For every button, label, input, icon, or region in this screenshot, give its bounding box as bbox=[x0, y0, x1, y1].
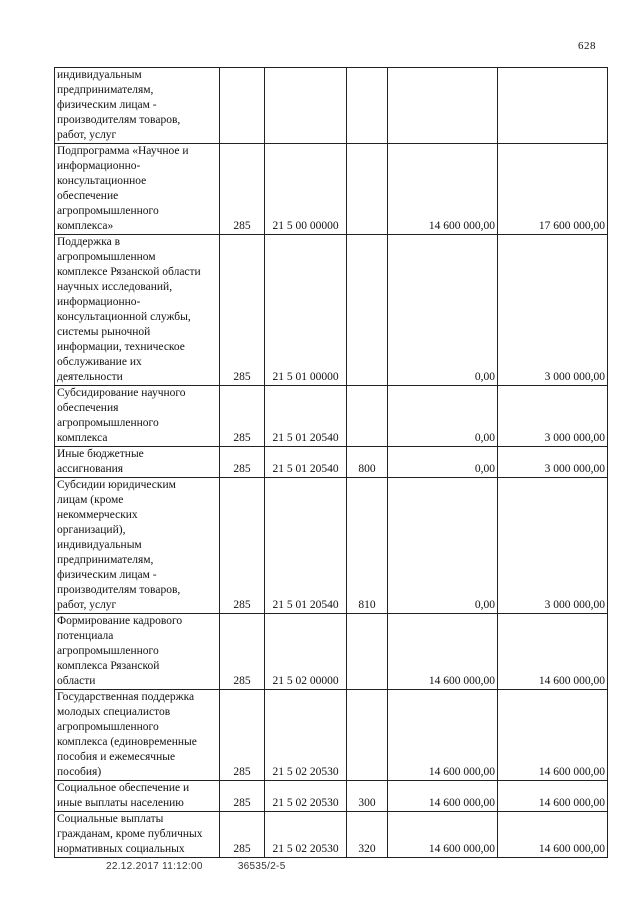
row-vr-cell bbox=[347, 386, 388, 447]
table-row bbox=[55, 812, 608, 858]
table-row bbox=[55, 614, 608, 690]
row-grbs-cell: 285 bbox=[220, 781, 265, 812]
row-sum-first-cell: 0,00 bbox=[388, 386, 498, 447]
row-name-cell: Подпрограмма «Научное и информационно- консультационное обеспечение агропромышленного комплекса» bbox=[55, 144, 220, 235]
table-row bbox=[55, 386, 608, 447]
row-sum-first-cell: 14 600 000,00 bbox=[388, 614, 498, 690]
footer-doc-id: 36535/2-5 bbox=[237, 861, 286, 872]
row-vr-cell bbox=[347, 235, 388, 386]
table-row bbox=[55, 690, 608, 781]
row-sum-second-cell: 3 000 000,00 bbox=[498, 386, 608, 447]
row-sum-second-cell: 14 600 000,00 bbox=[498, 614, 608, 690]
row-grbs-cell: 285 bbox=[220, 447, 265, 478]
row-csr-cell bbox=[265, 68, 347, 144]
row-grbs-cell bbox=[220, 68, 265, 144]
row-csr-cell: 21 5 01 20540 bbox=[265, 478, 347, 614]
row-sum-first-cell: 14 600 000,00 bbox=[388, 690, 498, 781]
row-grbs-cell: 285 bbox=[220, 386, 265, 447]
row-grbs-cell: 285 bbox=[220, 690, 265, 781]
footer-timestamp: 22.12.2017 11:12:00 bbox=[106, 861, 203, 872]
row-csr-cell: 21 5 02 00000 bbox=[265, 614, 347, 690]
row-csr-cell: 21 5 01 00000 bbox=[265, 235, 347, 386]
row-sum-first-cell: 14 600 000,00 bbox=[388, 812, 498, 858]
row-csr-cell: 21 5 00 00000 bbox=[265, 144, 347, 235]
row-sum-first-cell: 14 600 000,00 bbox=[388, 144, 498, 235]
row-vr-cell bbox=[347, 690, 388, 781]
row-name-cell: Государственная поддержка молодых специалистов агропромышленного комплекса (единовременные пособия и ежемесячные пособия) bbox=[55, 690, 220, 781]
budget-table-body bbox=[55, 68, 608, 858]
row-sum-first-cell: 14 600 000,00 bbox=[388, 781, 498, 812]
row-sum-second-cell: 14 600 000,00 bbox=[498, 690, 608, 781]
page-footer bbox=[106, 861, 318, 872]
budget-table bbox=[54, 67, 608, 858]
row-name-cell: Формирование кадрового потенциала агропромышленного комплекса Рязанской области bbox=[55, 614, 220, 690]
row-vr-cell: 810 bbox=[347, 478, 388, 614]
table-row bbox=[55, 144, 608, 235]
row-vr-cell: 300 bbox=[347, 781, 388, 812]
row-sum-second-cell: 3 000 000,00 bbox=[498, 447, 608, 478]
row-grbs-cell: 285 bbox=[220, 614, 265, 690]
table-row bbox=[55, 68, 608, 144]
row-name-cell: Субсидирование научного обеспечения агропромышленного комплекса bbox=[55, 386, 220, 447]
row-sum-second-cell: 3 000 000,00 bbox=[498, 478, 608, 614]
row-name-cell: индивидуальным предпринимателям, физическим лицам - производителям товаров, работ, услуг bbox=[55, 68, 220, 144]
row-vr-cell bbox=[347, 68, 388, 144]
row-csr-cell: 21 5 02 20530 bbox=[265, 812, 347, 858]
row-sum-second-cell bbox=[498, 68, 608, 144]
table-row bbox=[55, 781, 608, 812]
row-sum-first-cell: 0,00 bbox=[388, 478, 498, 614]
row-sum-second-cell: 14 600 000,00 bbox=[498, 812, 608, 858]
row-name-cell: Иные бюджетные ассигнования bbox=[55, 447, 220, 478]
row-vr-cell bbox=[347, 614, 388, 690]
row-grbs-cell: 285 bbox=[220, 235, 265, 386]
row-vr-cell bbox=[347, 144, 388, 235]
row-csr-cell: 21 5 02 20530 bbox=[265, 781, 347, 812]
row-sum-second-cell: 17 600 000,00 bbox=[498, 144, 608, 235]
row-name-cell: Социальное обеспечение и иные выплаты населению bbox=[55, 781, 220, 812]
row-sum-first-cell: 0,00 bbox=[388, 235, 498, 386]
row-csr-cell: 21 5 01 20540 bbox=[265, 447, 347, 478]
row-sum-first-cell bbox=[388, 68, 498, 144]
row-grbs-cell: 285 bbox=[220, 144, 265, 235]
table-row bbox=[55, 478, 608, 614]
row-name-cell: Социальные выплаты гражданам, кроме публичных нормативных социальных bbox=[55, 812, 220, 858]
table-row bbox=[55, 235, 608, 386]
table-row bbox=[55, 447, 608, 478]
row-sum-second-cell: 14 600 000,00 bbox=[498, 781, 608, 812]
row-csr-cell: 21 5 02 20530 bbox=[265, 690, 347, 781]
row-name-cell: Поддержка в агропромышленном комплексе Рязанской области научных исследований, информационно- консультационной службы, системы рыночной информации, техническое обслуживание их деятельности bbox=[55, 235, 220, 386]
row-vr-cell: 800 bbox=[347, 447, 388, 478]
row-vr-cell: 320 bbox=[347, 812, 388, 858]
row-grbs-cell: 285 bbox=[220, 478, 265, 614]
row-csr-cell: 21 5 01 20540 bbox=[265, 386, 347, 447]
row-sum-first-cell: 0,00 bbox=[388, 447, 498, 478]
page-number: 628 bbox=[578, 40, 596, 52]
row-sum-second-cell: 3 000 000,00 bbox=[498, 235, 608, 386]
row-name-cell: Субсидии юридическим лицам (кроме некоммерческих организаций), индивидуальным предпринимателям, физическим лицам - производителям товаров, работ, услуг bbox=[55, 478, 220, 614]
row-grbs-cell: 285 bbox=[220, 812, 265, 858]
